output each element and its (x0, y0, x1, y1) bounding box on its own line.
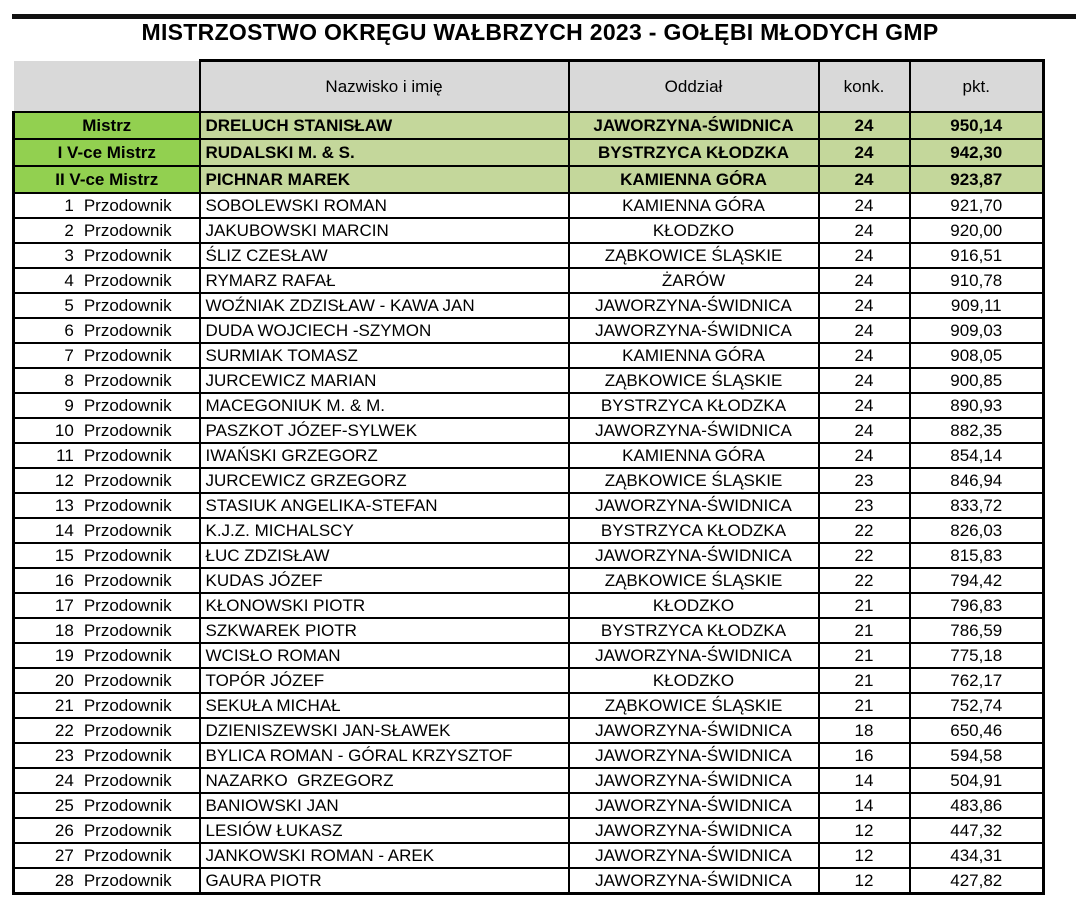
rank-cell (14, 868, 200, 894)
table-row (14, 568, 1044, 593)
rank-label: Przodownik (83, 270, 172, 290)
rank-cell (14, 443, 200, 468)
rank-number: 13 (54, 495, 74, 515)
table-row (14, 843, 1044, 868)
points-cell: 846,94 (910, 468, 1044, 493)
results-table-body (14, 112, 1044, 894)
rank-number: 19 (54, 645, 74, 665)
district-cell: JAWORZYNA-ŚWIDNICA (569, 643, 819, 668)
rank-label: Przodownik (83, 470, 172, 490)
header-cell-name: Nazwisko i imię (200, 61, 569, 113)
rank-cell (14, 268, 200, 293)
rank-cell (14, 393, 200, 418)
header-cell-contests: konk. (819, 61, 910, 113)
contests-cell: 23 (819, 493, 910, 518)
contests-cell: 16 (819, 743, 910, 768)
rank-label: Przodownik (83, 195, 172, 215)
name-cell: SURMIAK TOMASZ (200, 343, 569, 368)
table-row (14, 718, 1044, 743)
rank-cell: I V-ce Mistrz (14, 139, 200, 166)
rank-label: Przodownik (83, 495, 172, 515)
name-cell: JANKOWSKI ROMAN - AREK (200, 843, 569, 868)
name-cell: DZIENISZEWSKI JAN-SŁAWEK (200, 718, 569, 743)
rank-number: 8 (64, 370, 74, 390)
table-row (14, 218, 1044, 243)
champion-row (14, 139, 1044, 166)
table-row (14, 393, 1044, 418)
table-row (14, 418, 1044, 443)
name-cell: ŚLIZ CZESŁAW (200, 243, 569, 268)
rank-number: 2 (64, 220, 74, 240)
points-cell: 762,17 (910, 668, 1044, 693)
contests-cell: 24 (819, 293, 910, 318)
rank-label: Przodownik (83, 645, 172, 665)
contests-cell: 12 (819, 818, 910, 843)
table-row (14, 693, 1044, 718)
contests-cell: 24 (819, 318, 910, 343)
district-cell: JAWORZYNA-ŚWIDNICA (569, 112, 819, 139)
rank-cell (14, 743, 200, 768)
rank-cell: Mistrz (14, 112, 200, 139)
name-cell: SZKWAREK PIOTR (200, 618, 569, 643)
contests-cell: 24 (819, 368, 910, 393)
name-cell: JURCEWICZ GRZEGORZ (200, 468, 569, 493)
district-cell: KŁODZKO (569, 593, 819, 618)
points-cell: 650,46 (910, 718, 1044, 743)
table-row (14, 768, 1044, 793)
rank-cell (14, 518, 200, 543)
rank-number: 26 (54, 820, 74, 840)
table-row (14, 243, 1044, 268)
rank-cell (14, 543, 200, 568)
rank-cell: II V-ce Mistrz (14, 166, 200, 193)
rank-cell (14, 243, 200, 268)
points-cell: 483,86 (910, 793, 1044, 818)
points-cell: 920,00 (910, 218, 1044, 243)
rank-label: Przodownik (83, 845, 172, 865)
district-cell: KAMIENNA GÓRA (569, 343, 819, 368)
contests-cell: 24 (819, 268, 910, 293)
header-cell-district: Oddział (569, 61, 819, 113)
points-cell: 826,03 (910, 518, 1044, 543)
name-cell: DRELUCH STANISŁAW (200, 112, 569, 139)
rank-label: Przodownik (83, 695, 172, 715)
table-row (14, 593, 1044, 618)
name-cell: NAZARKO GRZEGORZ (200, 768, 569, 793)
rank-number: 18 (54, 620, 74, 640)
name-cell: IWAŃSKI GRZEGORZ (200, 443, 569, 468)
rank-cell (14, 668, 200, 693)
contests-cell: 24 (819, 112, 910, 139)
rank-cell (14, 418, 200, 443)
results-table (12, 59, 1045, 895)
rank-cell (14, 618, 200, 643)
rank-cell (14, 793, 200, 818)
header-row (14, 61, 1044, 113)
points-cell: 794,42 (910, 568, 1044, 593)
rank-number: 9 (64, 395, 74, 415)
rank-number: 17 (54, 595, 74, 615)
rank-label: Przodownik (83, 795, 172, 815)
rank-label: Przodownik (83, 245, 172, 265)
points-cell: 815,83 (910, 543, 1044, 568)
district-cell: JAWORZYNA-ŚWIDNICA (569, 743, 819, 768)
table-row (14, 443, 1044, 468)
rank-label: Przodownik (83, 745, 172, 765)
points-cell: 786,59 (910, 618, 1044, 643)
rank-label: Przodownik (83, 420, 172, 440)
rank-label: Przodownik (83, 220, 172, 240)
rank-number: 15 (54, 545, 74, 565)
points-cell: 434,31 (910, 843, 1044, 868)
points-cell: 909,11 (910, 293, 1044, 318)
rank-cell (14, 493, 200, 518)
district-cell: BYSTRZYCA KŁODZKA (569, 518, 819, 543)
table-row (14, 518, 1044, 543)
district-cell: JAWORZYNA-ŚWIDNICA (569, 718, 819, 743)
contests-cell: 21 (819, 593, 910, 618)
contests-cell: 22 (819, 543, 910, 568)
points-cell: 942,30 (910, 139, 1044, 166)
district-cell: JAWORZYNA-ŚWIDNICA (569, 418, 819, 443)
table-row (14, 468, 1044, 493)
contests-cell: 24 (819, 243, 910, 268)
district-cell: JAWORZYNA-ŚWIDNICA (569, 768, 819, 793)
district-cell: JAWORZYNA-ŚWIDNICA (569, 818, 819, 843)
district-cell: JAWORZYNA-ŚWIDNICA (569, 793, 819, 818)
rank-number: 24 (54, 770, 74, 790)
name-cell: ŁUC ZDZISŁAW (200, 543, 569, 568)
name-cell: JAKUBOWSKI MARCIN (200, 218, 569, 243)
name-cell: K.J.Z. MICHALSCY (200, 518, 569, 543)
district-cell: ZĄBKOWICE ŚLĄSKIE (569, 693, 819, 718)
district-cell: BYSTRZYCA KŁODZKA (569, 618, 819, 643)
rank-cell (14, 368, 200, 393)
rank-number: 25 (54, 795, 74, 815)
table-row (14, 618, 1044, 643)
district-cell: KŁODZKO (569, 218, 819, 243)
rank-cell (14, 818, 200, 843)
name-cell: GAURA PIOTR (200, 868, 569, 894)
rank-cell (14, 843, 200, 868)
district-cell: KAMIENNA GÓRA (569, 193, 819, 218)
rank-number: 16 (54, 570, 74, 590)
rank-label: Przodownik (83, 545, 172, 565)
rank-label: Przodownik (83, 870, 172, 890)
contests-cell: 21 (819, 693, 910, 718)
header-cell-rank (14, 61, 200, 113)
rank-label: Przodownik (83, 720, 172, 740)
rank-cell (14, 193, 200, 218)
rank-number: 7 (64, 345, 74, 365)
points-cell: 594,58 (910, 743, 1044, 768)
rank-label: Przodownik (83, 295, 172, 315)
rank-label: Przodownik (83, 670, 172, 690)
rank-label: Przodownik (83, 395, 172, 415)
table-row (14, 368, 1044, 393)
points-cell: 923,87 (910, 166, 1044, 193)
points-cell: 447,32 (910, 818, 1044, 843)
contests-cell: 24 (819, 393, 910, 418)
name-cell: SEKUŁA MICHAŁ (200, 693, 569, 718)
name-cell: RUDALSKI M. & S. (200, 139, 569, 166)
rank-number: 14 (54, 520, 74, 540)
district-cell: JAWORZYNA-ŚWIDNICA (569, 868, 819, 894)
rank-label: Przodownik (83, 620, 172, 640)
district-cell: KŁODZKO (569, 668, 819, 693)
header-cell-points: pkt. (910, 61, 1044, 113)
name-cell: JURCEWICZ MARIAN (200, 368, 569, 393)
name-cell: WCISŁO ROMAN (200, 643, 569, 668)
rank-number: 4 (64, 270, 74, 290)
points-cell: 854,14 (910, 443, 1044, 468)
district-cell: BYSTRZYCA KŁODZKA (569, 139, 819, 166)
champion-row (14, 112, 1044, 139)
name-cell: MACEGONIUK M. & M. (200, 393, 569, 418)
points-cell: 775,18 (910, 643, 1044, 668)
contests-cell: 12 (819, 868, 910, 894)
points-cell: 921,70 (910, 193, 1044, 218)
points-cell: 427,82 (910, 868, 1044, 894)
table-row (14, 668, 1044, 693)
rank-cell (14, 318, 200, 343)
rank-label: Przodownik (83, 345, 172, 365)
points-cell: 504,91 (910, 768, 1044, 793)
points-cell: 909,03 (910, 318, 1044, 343)
contests-cell: 21 (819, 668, 910, 693)
points-cell: 796,83 (910, 593, 1044, 618)
contests-cell: 23 (819, 468, 910, 493)
rank-number: 5 (64, 295, 74, 315)
district-cell: JAWORZYNA-ŚWIDNICA (569, 493, 819, 518)
champion-row (14, 166, 1044, 193)
contests-cell: 24 (819, 193, 910, 218)
rank-cell (14, 643, 200, 668)
district-cell: KAMIENNA GÓRA (569, 166, 819, 193)
district-cell: BYSTRZYCA KŁODZKA (569, 393, 819, 418)
page-title: MISTRZOSTWO OKRĘGU WAŁBRZYCH 2023 - GOŁĘBI MŁODYCH GMP (141, 19, 939, 45)
table-row (14, 743, 1044, 768)
name-cell: KUDAS JÓZEF (200, 568, 569, 593)
contests-cell: 24 (819, 343, 910, 368)
points-cell: 908,05 (910, 343, 1044, 368)
district-cell: KAMIENNA GÓRA (569, 443, 819, 468)
points-cell: 752,74 (910, 693, 1044, 718)
rank-number: 22 (54, 720, 74, 740)
contests-cell: 12 (819, 843, 910, 868)
rank-label: Przodownik (83, 370, 172, 390)
rank-cell (14, 468, 200, 493)
rank-label: Przodownik (83, 595, 172, 615)
rank-cell (14, 218, 200, 243)
points-cell: 910,78 (910, 268, 1044, 293)
district-cell: ZĄBKOWICE ŚLĄSKIE (569, 368, 819, 393)
points-cell: 833,72 (910, 493, 1044, 518)
name-cell: DUDA WOJCIECH -SZYMON (200, 318, 569, 343)
rank-cell (14, 718, 200, 743)
rank-number: 27 (54, 845, 74, 865)
district-cell: ZĄBKOWICE ŚLĄSKIE (569, 468, 819, 493)
name-cell: SOBOLEWSKI ROMAN (200, 193, 569, 218)
rank-number: 1 (64, 195, 74, 215)
points-cell: 882,35 (910, 418, 1044, 443)
rank-cell (14, 693, 200, 718)
rank-number: 11 (56, 445, 74, 465)
rank-cell (14, 343, 200, 368)
contests-cell: 14 (819, 768, 910, 793)
table-row (14, 193, 1044, 218)
contests-cell: 24 (819, 443, 910, 468)
rank-number: 28 (54, 870, 74, 890)
table-row (14, 793, 1044, 818)
contests-cell: 22 (819, 568, 910, 593)
rank-label: Przodownik (83, 570, 172, 590)
rank-label: Przodownik (83, 520, 172, 540)
contests-cell: 21 (819, 618, 910, 643)
name-cell: PASZKOT JÓZEF-SYLWEK (200, 418, 569, 443)
rank-number: 3 (64, 245, 74, 265)
table-row (14, 268, 1044, 293)
rank-cell (14, 768, 200, 793)
district-cell: JAWORZYNA-ŚWIDNICA (569, 843, 819, 868)
name-cell: LESIÓW ŁUKASZ (200, 818, 569, 843)
name-cell: BANIOWSKI JAN (200, 793, 569, 818)
table-row (14, 318, 1044, 343)
table-row (14, 343, 1044, 368)
points-cell: 900,85 (910, 368, 1044, 393)
district-cell: ZĄBKOWICE ŚLĄSKIE (569, 243, 819, 268)
name-cell: PICHNAR MAREK (200, 166, 569, 193)
rank-label: Przodownik (83, 770, 172, 790)
table-row (14, 293, 1044, 318)
district-cell: JAWORZYNA-ŚWIDNICA (569, 318, 819, 343)
points-cell: 916,51 (910, 243, 1044, 268)
contests-cell: 24 (819, 139, 910, 166)
rank-label: Przodownik (83, 820, 172, 840)
rank-number: 6 (64, 320, 74, 340)
name-cell: WOŹNIAK ZDZISŁAW - KAWA JAN (200, 293, 569, 318)
rank-cell (14, 293, 200, 318)
table-row (14, 868, 1044, 894)
district-cell: JAWORZYNA-ŚWIDNICA (569, 293, 819, 318)
district-cell: ŻARÓW (569, 268, 819, 293)
rank-number: 23 (54, 745, 74, 765)
rank-number: 12 (54, 470, 74, 490)
rank-label: Przodownik (83, 445, 172, 465)
points-cell: 950,14 (910, 112, 1044, 139)
contests-cell: 24 (819, 218, 910, 243)
name-cell: RYMARZ RAFAŁ (200, 268, 569, 293)
contests-cell: 18 (819, 718, 910, 743)
page (0, 14, 1080, 906)
name-cell: STASIUK ANGELIKA-STEFAN (200, 493, 569, 518)
contests-cell: 21 (819, 643, 910, 668)
rank-number: 20 (54, 670, 74, 690)
name-cell: BYLICA ROMAN - GÓRAL KRZYSZTOF (200, 743, 569, 768)
rank-number: 21 (54, 695, 74, 715)
points-cell: 890,93 (910, 393, 1044, 418)
table-row (14, 543, 1044, 568)
district-cell: ZĄBKOWICE ŚLĄSKIE (569, 568, 819, 593)
rank-label: Przodownik (83, 320, 172, 340)
name-cell: TOPÓR JÓZEF (200, 668, 569, 693)
rank-cell (14, 568, 200, 593)
table-row (14, 643, 1044, 668)
contests-cell: 24 (819, 166, 910, 193)
contests-cell: 24 (819, 418, 910, 443)
table-row (14, 818, 1044, 843)
top-rule (12, 14, 1076, 19)
rank-number: 10 (54, 420, 74, 440)
district-cell: JAWORZYNA-ŚWIDNICA (569, 543, 819, 568)
name-cell: KŁONOWSKI PIOTR (200, 593, 569, 618)
rank-cell (14, 593, 200, 618)
contests-cell: 14 (819, 793, 910, 818)
table-row (14, 493, 1044, 518)
contests-cell: 22 (819, 518, 910, 543)
